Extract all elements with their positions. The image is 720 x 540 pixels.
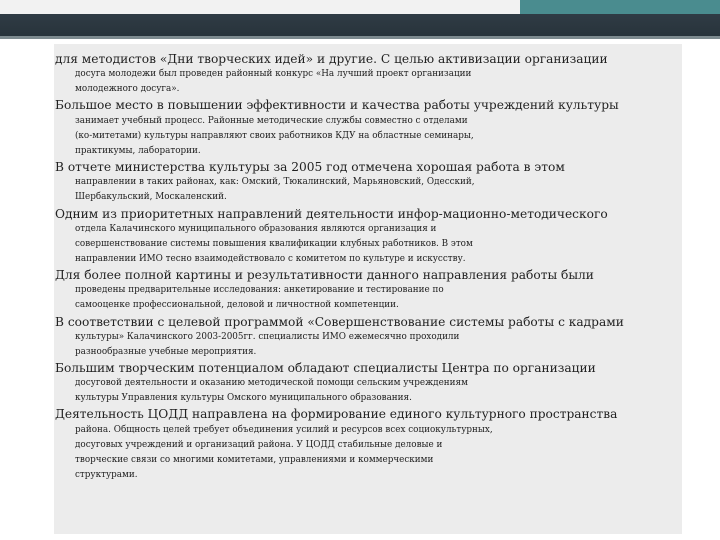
body-text xyxy=(55,52,675,484)
paragraph-line: (ко-митетами) культуры направляют своих работников КДУ на областные семинары, xyxy=(75,130,474,141)
paragraph xyxy=(55,160,675,205)
paragraph-line: практикумы, лаборатории. xyxy=(75,145,201,156)
paragraph-line: структурами. xyxy=(75,469,138,480)
paragraph-line: досуговой деятельности и оказанию методической помощи сельским учреждениям xyxy=(75,378,468,389)
paragraph xyxy=(55,361,675,406)
paragraph-line: В соответствии с целевой программой «Совершенствование системы работы с кадрами xyxy=(55,314,624,329)
paragraph xyxy=(55,52,675,97)
paragraph-line: Деятельность ЦОДД направлена на формирование единого культурного пространства xyxy=(55,407,618,422)
paragraph-line: молодежного досуга». xyxy=(75,84,180,95)
paragraph-line: В отчете министерства культуры за 2005 год отмечена хорошая работа в этом xyxy=(55,160,565,175)
decor-bar-teal xyxy=(520,0,720,14)
paragraph xyxy=(55,268,675,313)
paragraph-line: Одним из приоритетных направлений деятельности инфор-мационно-методического xyxy=(55,206,608,221)
paragraph-line: для методистов «Дни творческих идей» и другие. С целью активизации организации xyxy=(55,52,608,66)
paragraph-line: культуры Управления культуры Омского муниципального образования. xyxy=(75,393,412,404)
paragraph xyxy=(55,407,675,482)
paragraph-line: творческие связи со многими комитетами, управлениями и коммерческими xyxy=(75,454,434,465)
paragraph-line: направлении в таких районах, как: Омский, Тюкалинский, Марьяновский, Одесский, xyxy=(75,177,475,188)
paragraph-line: досуга молодежи был проведен районный конкурс «На лучший проект организации xyxy=(75,69,472,80)
paragraph-line: досуговых учреждений и организаций района. У ЦОДД стабильные деловые и xyxy=(75,439,443,450)
paragraph-line: разнообразные учебные мероприятия. xyxy=(75,346,257,357)
paragraph-line: Для более полной картины и результативности данного направления работы были xyxy=(55,268,594,283)
paragraph-line: отдела Калачинского муниципального образования являются организация и xyxy=(75,223,437,234)
paragraph xyxy=(55,98,675,158)
paragraph xyxy=(55,207,675,267)
paragraph-line: Шербакульский, Москаленский. xyxy=(75,192,227,203)
paragraph-line: района. Общность целей требует объединения усилий и ресурсов всех социокультурных, xyxy=(75,424,493,435)
paragraph-line: самооценке профессиональной, деловой и личностной компетенции. xyxy=(75,300,399,311)
paragraph-line: занимает учебный процесс. Районные методические службы совместно с отделами xyxy=(75,115,468,126)
paragraph xyxy=(55,315,675,360)
paragraph-line: совершенствование системы повышения квалификации клубных работников. В этом xyxy=(75,238,473,249)
paragraph-line: Большим творческим потенциалом обладают специалисты Центра по организации xyxy=(55,361,596,375)
paragraph-line: проведены предварительные исследования: анкетирование и тестирование по xyxy=(75,285,444,296)
paragraph-line: Большое место в повышении эффективности и качества работы учреждений культуры xyxy=(55,98,619,113)
paragraph-line: культуры» Калачинского 2003-2005гг. специалисты ИМО ежемесячно проходили xyxy=(75,331,460,342)
paragraph-line: направлении ИМО тесно взаимодействовало с комитетом по культуре и искусству. xyxy=(75,253,466,264)
header-accent-line xyxy=(0,36,720,39)
decor-bar-light xyxy=(0,0,520,14)
